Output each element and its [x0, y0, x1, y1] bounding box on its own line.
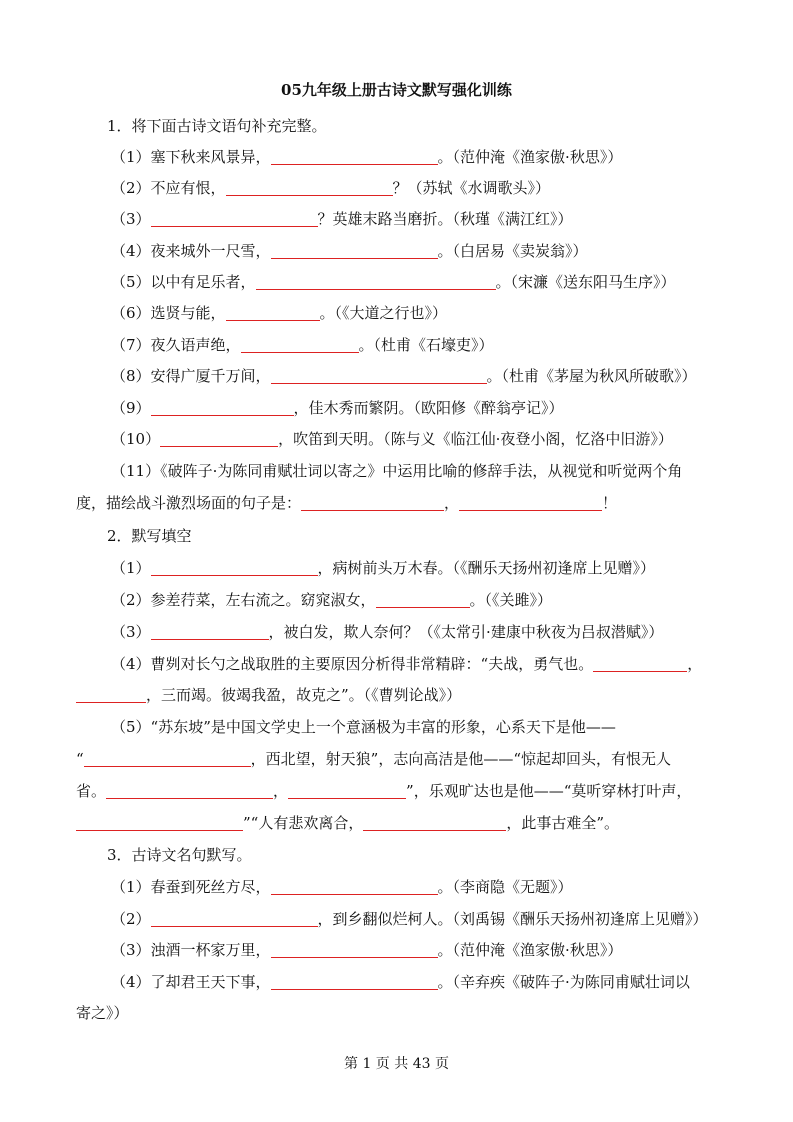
s3-item-1 — [0, 876, 793, 898]
answer-blank[interactable] — [271, 973, 438, 990]
page-title: 05九年级上册古诗文默写强化训练 — [281, 81, 512, 99]
s1-item-2 — [0, 177, 793, 199]
s3-item-4 — [0, 971, 793, 993]
item-text-before: （1）春蚕到死丝方尽， — [111, 878, 271, 896]
item-text-after: 。（范仲淹《渔家傲·秋思》） — [437, 941, 623, 959]
item-text-after: 。（《关雎》） — [469, 591, 553, 609]
item-text-before: （4）了却君王天下事， — [111, 973, 271, 991]
s1-item-5 — [0, 271, 793, 293]
section-2-heading: 2．默写填空 — [107, 527, 192, 545]
s1-item-3 — [0, 208, 793, 230]
page-footer: 第 1 页 共 43 页 — [344, 1056, 449, 1072]
item-text-after: ，西北望，射天狼”，志向高洁是他——“惊起却回头，有恨无人 — [250, 750, 672, 768]
answer-blank[interactable] — [271, 148, 438, 165]
answer-blank[interactable] — [271, 878, 438, 895]
s1-item-9 — [0, 397, 793, 419]
item-text-after: ，吹笛到天明。（陈与义《临江仙·夜登小阁，忆洛中旧游》） — [278, 430, 673, 448]
s3-item-4-cont: 寄之》） — [76, 1004, 129, 1022]
s1-item-7 — [0, 334, 793, 356]
item-text-after: 。（《大道之行也》） — [319, 304, 448, 322]
answer-blank[interactable] — [76, 686, 146, 703]
item-text-after: 。（杜甫《茅屋为秋风所破歌》） — [486, 367, 697, 385]
answer-blank[interactable] — [76, 814, 243, 831]
answer-blank[interactable] — [271, 242, 438, 259]
item-text-after: ”，乐观旷达也是他——“莫听穿林打叶声， — [406, 782, 692, 800]
s2-item-2 — [0, 589, 793, 611]
item-text-after: ，佳木秀而繁阴。（欧阳修《醉翁亭记》） — [293, 399, 564, 417]
answer-blank[interactable] — [241, 336, 359, 353]
item-text-after: 。（辛弃疾《破阵子·为陈同甫赋壮词以 — [437, 973, 690, 991]
answer-blank[interactable] — [151, 399, 294, 416]
item-separator: ， — [273, 782, 289, 800]
answer-blank[interactable] — [160, 430, 278, 447]
item-text-before: （6）选贤与能， — [111, 304, 226, 322]
s2-item-5-line-3 — [0, 780, 793, 802]
answer-blank[interactable] — [151, 910, 318, 927]
s1-item-1 — [0, 146, 793, 168]
answer-blank[interactable] — [256, 273, 496, 290]
s2-item-5-line-2 — [0, 748, 793, 770]
item-text-before: （4）曹刿对长勺之战取胜的主要原因分析得非常精辟：“夫战，勇气也。 — [111, 655, 594, 673]
answer-blank[interactable] — [376, 591, 470, 608]
section-3-heading: 3．古诗文名句默写。 — [107, 846, 252, 864]
item-text-before: （4）夜来城外一尺雪， — [111, 242, 271, 260]
answer-blank[interactable] — [84, 750, 251, 767]
s3-item-2 — [0, 908, 793, 930]
item-text-after: ，三而竭。彼竭我盈，故克之”。（《曹刿论战》） — [146, 686, 462, 704]
item-text-before: 省。 — [76, 782, 107, 800]
s3-item-3 — [0, 939, 793, 961]
answer-blank[interactable] — [459, 494, 602, 511]
s1-item-4 — [0, 240, 793, 262]
answer-blank[interactable] — [288, 782, 406, 799]
item-text-before: （2）不应有恨， — [111, 179, 226, 197]
s1-item-10 — [0, 428, 793, 450]
item-text-after: ，病树前头万木春。（《酬乐天扬州初逢席上见赠》） — [317, 559, 656, 577]
item-text-before: （2）参差荇菜，左右流之。窈窕淑女， — [111, 591, 376, 609]
answer-blank[interactable] — [106, 782, 273, 799]
item-text-before: （3） — [111, 210, 151, 228]
item-text-after: ？（苏轼《水调歌头》） — [392, 179, 551, 197]
item-text-before: “ — [76, 750, 84, 768]
section-1-heading: 1．将下面古诗文语句补充完整。 — [107, 117, 327, 135]
s2-item-5-line-4 — [0, 812, 793, 834]
item-text-after: 。（宋濂《送东阳马生序》） — [495, 273, 676, 291]
answer-blank[interactable] — [151, 210, 318, 227]
s1-item-11-line-1: （11）《破阵子·为陈同甫赋壮词以寄之》中运用比喻的修辞手法，从视觉和听觉两个角 — [111, 462, 683, 480]
item-text-after: ，被白发，欺人奈何？（《太常引·建康中秋夜为吕叔潜赋》） — [268, 623, 664, 641]
item-text-after: ，到乡翻似烂柯人。（刘禹锡《酬乐天扬州初逢席上见赠》） — [317, 910, 708, 928]
item-text-before: （3） — [111, 623, 151, 641]
item-text-before: （9） — [111, 399, 151, 417]
answer-blank[interactable] — [271, 941, 438, 958]
answer-blank[interactable] — [151, 623, 269, 640]
s2-item-3 — [0, 621, 793, 643]
item-text-before: （1） — [111, 559, 151, 577]
s2-item-4-line-2 — [0, 684, 793, 706]
item-text-after: 。（范仲淹《渔家傲·秋思》） — [437, 148, 623, 166]
item-text-before: （7）夜久语声绝， — [111, 336, 241, 354]
item-separator: ， — [687, 655, 703, 673]
s2-item-1 — [0, 557, 793, 579]
item-text-after: ？英雄末路当磨折。（秋瑾《满江红》） — [317, 210, 573, 228]
item-text-before: （2） — [111, 910, 151, 928]
item-separator: ， — [444, 494, 460, 512]
s1-item-6 — [0, 302, 793, 324]
item-text-after: 。（杜甫《石壕吏》） — [358, 336, 494, 354]
s2-item-4-line-1 — [0, 653, 793, 675]
answer-blank[interactable] — [226, 179, 393, 196]
item-text-after: 。（李商隐《无题》） — [437, 878, 573, 896]
item-text-after: ！ — [602, 494, 618, 512]
answer-blank[interactable] — [226, 304, 320, 321]
item-separator: ”“人有悲欢离合， — [243, 814, 364, 832]
item-text-before: （8）安得广厦千万间， — [111, 367, 271, 385]
answer-blank[interactable] — [363, 814, 506, 831]
item-text-before: （5）以中有足乐者， — [111, 273, 256, 291]
item-text-before: 度，描绘战斗激烈场面的句子是： — [76, 494, 302, 512]
item-text-before: （1）塞下秋来风景异， — [111, 148, 271, 166]
s1-item-11-line-2 — [0, 492, 793, 514]
s1-item-8 — [0, 365, 793, 387]
s2-item-5-line-1: （5）“苏东坡”是中国文学史上一个意涵极为丰富的形象，心系天下是他—— — [111, 718, 616, 736]
item-text-before: （3）浊酒一杯家万里， — [111, 941, 271, 959]
item-text-after: 。（白居易《卖炭翁》） — [437, 242, 588, 260]
item-text-after: ，此事古难全”。 — [506, 814, 620, 832]
answer-blank[interactable] — [151, 559, 318, 576]
answer-blank[interactable] — [271, 367, 487, 384]
answer-blank[interactable] — [593, 655, 687, 672]
answer-blank[interactable] — [301, 494, 444, 511]
item-text-before: （10） — [111, 430, 161, 448]
